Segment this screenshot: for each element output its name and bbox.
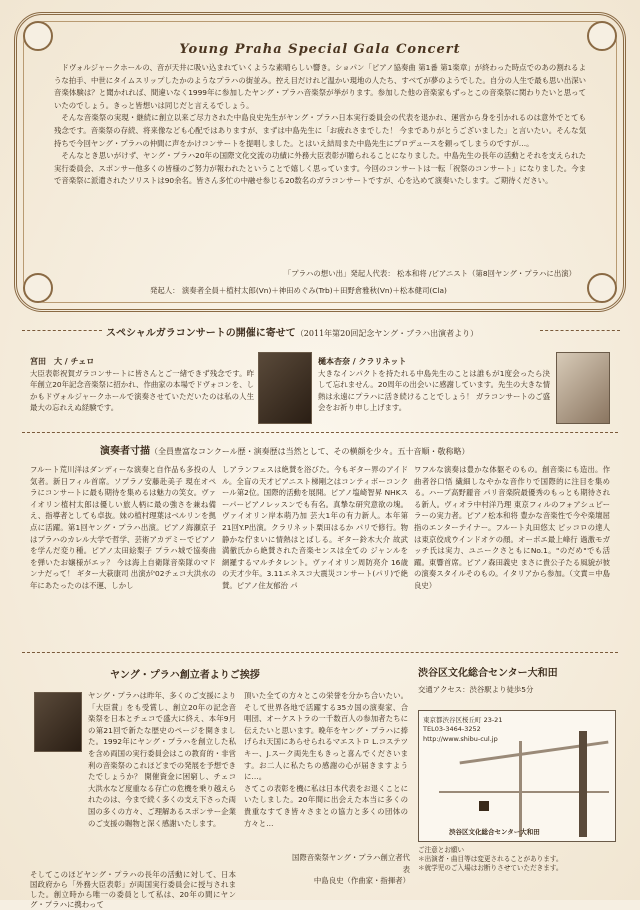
founder-name: 中島良史（作曲家・指揮者） — [313, 876, 410, 886]
founder-signature-block — [290, 852, 410, 887]
cellist-photo — [258, 352, 312, 424]
corner-ornament-icon — [587, 273, 617, 303]
divider — [22, 330, 102, 331]
map-railway — [579, 731, 587, 837]
venue-tel: TEL03-3464-3252 — [423, 725, 481, 733]
founder-col-2 — [244, 690, 408, 829]
map-venue-label: 渋谷区文化総合センター大和田 — [449, 828, 540, 836]
artist-name: 樋本杏奈 / クラリネット — [318, 357, 407, 366]
founder-signature: 「プラハの想い出」発起人代表： 松本和将 /ピアニスト（第8回ヤング・プラハに出演） — [283, 269, 576, 278]
venue-name: 渋谷区文化総合センター大和田 — [418, 668, 558, 679]
divider — [540, 330, 620, 331]
founder-col-1b: そしてこのほどヤング・プラハの長年の活動に対して、日本国政府から「外務大臣表彰」が両国実行委員会に授与されました。創立時から唯一の委員として私は、20年の間にヤング・プラハに携わって — [30, 870, 236, 909]
founder-photo — [34, 692, 82, 752]
founder-org: 国際音楽祭ヤング・プラハ創立者代表 — [291, 853, 410, 874]
message-right — [318, 356, 550, 414]
section-title-main: 演奏者寸描 — [100, 446, 150, 457]
founder-text: さてこの表彰を機に私は日本代表をお退くことにいたしました。20年間に出会えた本当に多くの貴重なすてき皆々さまとの協力と多くの団体の方々と… — [244, 783, 408, 828]
founder-text: ヤング・プラハは昨年、多くのご支援により「大臣賞」をも受賞し、創立20年の記念音楽祭を日本とチェコで盛大に終え、本年9月の第21回で新たな歴史のページを開きました。1992年にヤング・プラハを創立した私を含め両国の実行委員会はこの教育的・非営利の音楽祭のこれほどまでの発展を予想できたでしょうか？ 開催資金に困窮し、チェコ大洪水など度重なる存亡の危機を乗り越えられたのは、今まで続く多くの支え下さった両国の多くの方々、ご理解あるスポンサー企業のご支援の賜物と深く感謝いたします。 — [88, 691, 236, 828]
intro-paragraph: そんなとき思いがけず、ヤング・プラハ20年の国際文化交流の功績に外務大臣表彰が贈られることになりました。中島先生の長年の活動とそれを支えられた実行委員会、スポンサー他多くの皆様のご努力が報われたということで嬉しく思っています。今回のコンサートは一転「祝祭のコンサート」になりました。今まで音楽祭に派遣されたソリストは90余名。皆さん多忙の中融せ参じる20数名のガラコンサートですが、心を込めて演奏いたします。ご期待ください。 — [54, 151, 586, 186]
corner-ornament-icon — [23, 273, 53, 303]
performers-col-3: ワフルな演奏は豊かな体躯そのもの。創音楽にも造出。作曲者谷口悟 繊細しなやかな音作りで国際的に注目を集める。ハープ高野麗音 パリ音楽院最優秀のもっとも期待される新人。ヴィオラ中村洋乃理 東京フィルのフォアシュピーラーの実力者。ピアノ松本和将 豊かな音楽性で今や楽壇屈指のエンターテイナー。フルート丸田悠太 ピッコロの達人は東京佼成ウインドオケの顔。オーボエ最上峰行 過激モガッチ氏は実力、ユニークさともにNo.1。"のだめ"でも活躍。東響首席。ピアノ森田義史 まさに貴公子たる風貌が彼の演奏スタイルそのもの。イタリアから参加。（文責＝中島良史） — [414, 465, 610, 590]
note-item: ＊出演者・曲目等は変更されることがあります。 — [418, 855, 563, 863]
map-road — [519, 741, 522, 837]
sponsors-line: 発起人： 演奏者全員＋植村太郎(Vn)＋神田めぐみ(Trb)＋田野倉雅秋(Vn)＋松本健司(Cla) — [150, 286, 447, 295]
section-title-gala — [106, 324, 478, 339]
section-title-performers — [100, 442, 470, 457]
message-text: 大きなインパクトを持たれる中島先生のことは誰もが1度会ったら決して忘れません。20周年の出会いに感謝しています。先生の大きな情熱は永遠にプラハに活き続けることでしょう！ ガラコンサートのご盛会をお祈り申し上げます。 — [318, 368, 550, 413]
intro-text — [54, 62, 586, 188]
divider — [22, 652, 618, 653]
venue-map — [418, 710, 616, 842]
venue-notes — [418, 846, 614, 873]
message-left — [30, 356, 254, 414]
intro-paragraph: そんな音楽祭の実現・継続に創立以来ご尽力された中島良史先生がヤング・プラハ日本実行委員会の代表を退かれ、運営から身を引かれるのは意外でとても残念です。音楽祭の存続、将来像なども心配ではありますが、まずは中島先生に「お疲れさまでした！ 今までありがとうございました」と言いたい。そんな気持ちで今回ヤング・プラハの仲間に声をかけコンサートを提唱しました。とはいえ結局また中島先生にプロデュースを頼ってしまうのですが…。 — [54, 113, 586, 148]
venue-url[interactable]: http://www.shibu-cul.jp — [423, 735, 498, 743]
divider — [22, 432, 618, 433]
intro-paragraph: ドヴォルジャークホールの、音が天井に吸い込まれていくような素晴らしい響き。ショパン「ピアノ協奏曲 第1番 第1楽章」が終わった時点でのあの割れるような拍手、中世にタイムスリップしたかのようなプラハの街並み。控え目だけれど温かい現地の人たち、すべてが夢のようでした。自分の人生で最も思い出深い音楽体験は？と聞かれれば、間違いなく1999年に参加したヤング・プラハ音楽祭が挙がります。参加した他の音楽家もずっとこの音楽祭に関わりたいと思っていたのでしょう。きっと皆想いは同じだと言えるでしょう。 — [54, 63, 586, 110]
message-text: 大臣表彰祝賀ガラコンサートに皆さんとご一緒できず残念です。昨年創立20年記念音楽祭に招かれ、作曲家の本場でドヴォコンを、しかもドヴォルジャークホールで演奏させていただいたのは私の人生最大の忘れえぬ経験です。 — [30, 368, 254, 413]
performers-col-2: しアランフェスは絶賛を浴びた。今もギター界のアイドル。全盲の天才ピアニスト梯剛之はコンティボーコンクール第2位。国際的活動を展開。ピアノ塩崎智昇 NHKスーパーピアノレッスンでも有名。真摯な研究意欲の塊。ヴァイオリン岸本萌乃加 芸大1年の有力新人。本年第21回Y.P出演。クラリネット栗田はるか パリで修行。物静かな佇まいに情熱はとばしる。ギター鈴木大介 故武満徹氏から絶賛された音楽センスは全ての ジャンルを網羅するマルチタレント。ヴァイオリン周防亮介 16歳の天才少年。3.11エネスコ大震災コンサート(パリ)で絶賛。ピアノ住友郁治 パ — [222, 465, 408, 590]
section-subtitle: （2011年第20回記念ヤング・プラハ出演者より） — [295, 329, 479, 338]
section-title-main: スペシャルガラコンサートの開催に寄せて — [106, 328, 296, 339]
artist-name: 宮田 大 / チェロ — [30, 357, 95, 366]
founder-col-1 — [88, 690, 236, 829]
venue-marker-icon — [479, 801, 489, 811]
section-title-founder: ヤング・プラハ創立者よりご挨拶 — [110, 670, 260, 681]
section-subtitle: （全員豊富なコンクール歴・演奏歴は当然として、その横顔を少々。五十音順・敬称略） — [150, 447, 470, 456]
performers-col-1: フルート荒川洋はダンディーな演奏と自作品も多投の人気者。新日フィル首席。ソプラノ安藤赴美子 現在オペラにコンサートに最も期待を集めるは魅力の笑女。ヴァイオリン植村太郎は優しい旅人柄に最の強さを兼ね備え、指導者としても卓抜。妹の植村理葉はベルリンを拠点に活躍。第1回ヤング・プラハ出演。ピアノ海瀬京子はプラハのカレル大学で哲学、芸術アカデミーでピアノを学んだ変り種。ピアノ太田絵梨子 プラハ城で協奏曲を弾いたお嬢様がエッ？ 今は海上自衛隊音楽隊のマドンナだって！ ギター大萩康司 出演が'02チェコ大洪水の年にあたったのは不運、しかし — [30, 465, 216, 590]
venue-address: 東京都渋谷区桜丘町 23-21 — [423, 716, 503, 724]
founder-text: 頂いた全ての方々とこの栄誉を分かち合いたい。そして世界各地で活躍する35カ国の演奏家、合唱団、オーケストラの一千数百人の参加者たちに伝えたいと思います。晩年をヤング・プラハに捧げられ天国にあらせられるマエストロ L.コステツキー、J.スーク両先生もきっと喜んでくださいます。お二人に私たちの感謝の心が届きますように…。 — [244, 691, 408, 782]
venue-access: 交通アクセス：渋谷駅より徒歩5分 — [418, 685, 534, 694]
clarinetist-photo — [556, 352, 610, 424]
note-item: ＊就学児のご入場はお断りさせていただきます。 — [418, 864, 563, 872]
concert-title: Young Praha Special Gala Concert — [179, 42, 461, 57]
notes-title: ご注意とお願い — [418, 846, 465, 854]
